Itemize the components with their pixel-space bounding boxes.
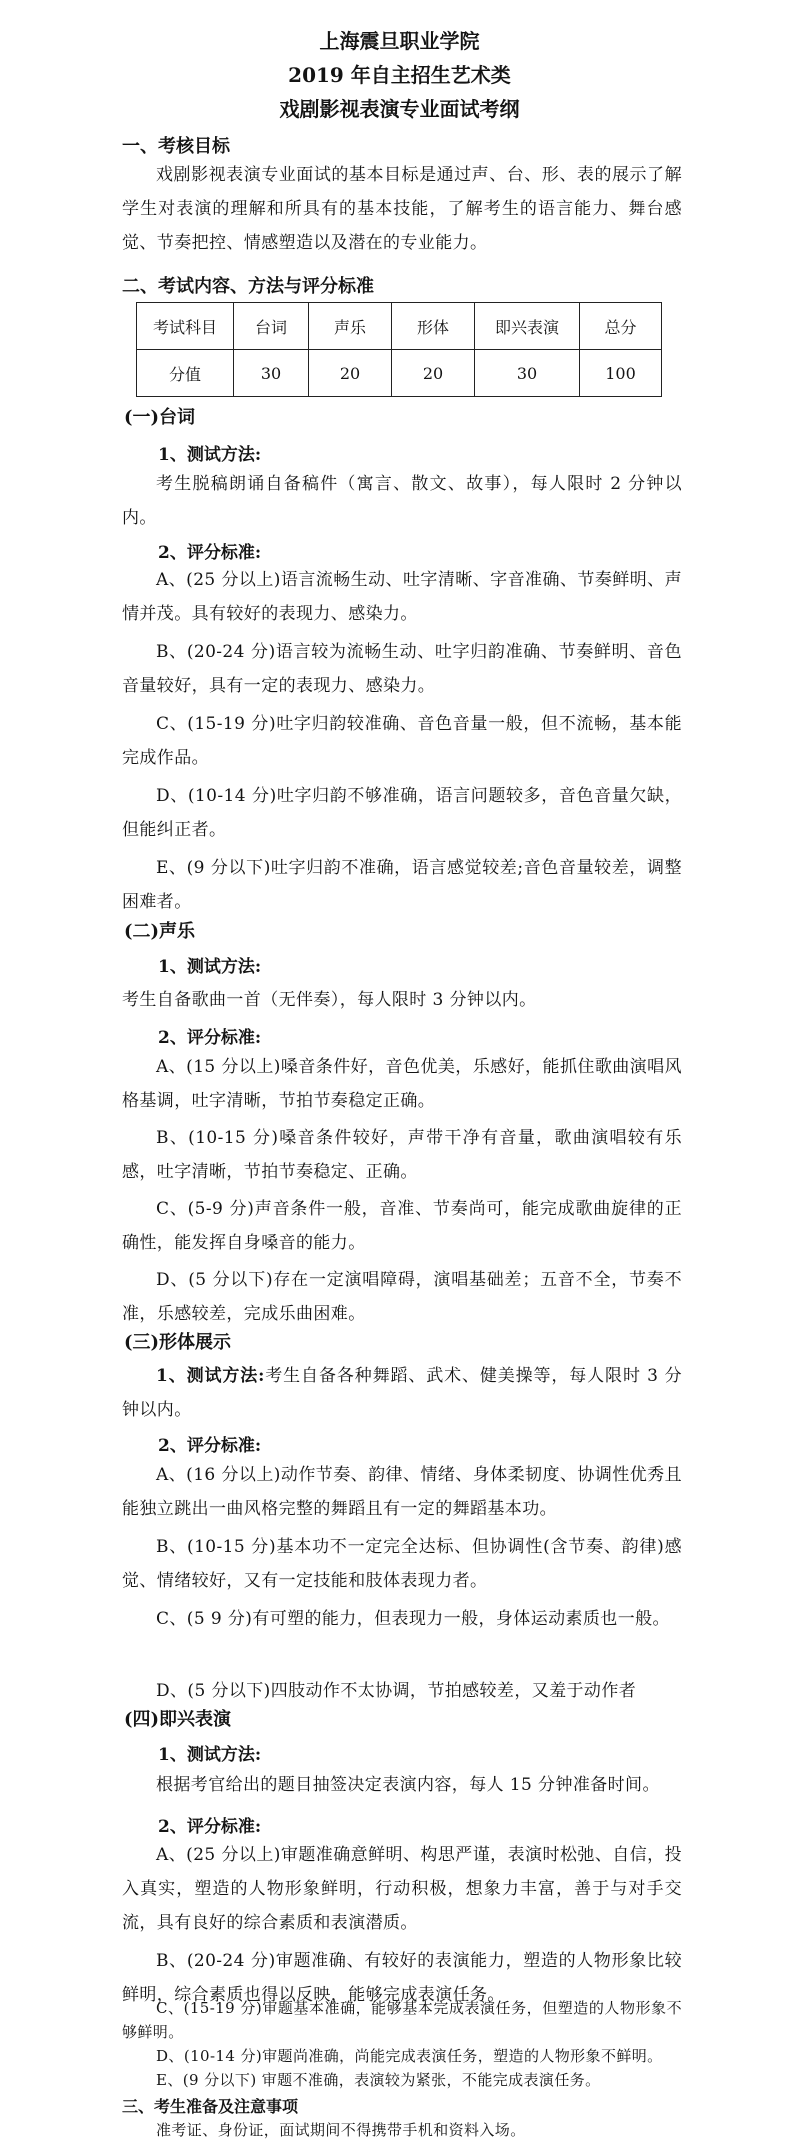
part-4-criterion-c: C、(15-19 分)审题基本准确，能够基本完成表演任务，但塑造的人物形象不够鲜明。 <box>122 1999 682 2041</box>
part-2-criterion-d: D、(5 分以下)存在一定演唱障碍，演唱基础差；五音不全，节奏不准，乐感较差，完成乐曲困难。 <box>122 1270 682 1324</box>
section-1-heading: 一、考核目标 <box>122 136 230 157</box>
section-3-heading: 三、考生准备及注意事项 <box>122 2097 299 2116</box>
section-2-heading: 二、考试内容、方法与评分标准 <box>122 276 374 297</box>
title-school: 上海震旦职业学院 <box>319 29 480 53</box>
part-3-method-body: 考生自备各种舞蹈、武术、健美操等，每人限时 3 分钟以内。 <box>122 1366 683 1420</box>
part-4-criterion-e: E、(9 分以下) 审题不准确，表演较为紧张，不能完成表演任务。 <box>156 2071 601 2089</box>
score-table-cell: 20 <box>392 350 475 397</box>
part-1-heading: (一)台词 <box>124 407 196 428</box>
part-4-criterion-b: B、(20-24 分)审题准确、有较好的表演能力，塑造的人物形象比较鲜明，综合素质也得以反映，能够完成表演任务。 <box>122 1951 682 2005</box>
part-4-criterion-a: A、(25 分以上)审题准确意鲜明、构思严谨，表演时松弛、自信，投入真实，塑造的人物形象鲜明，行动积极，想象力丰富，善于与对手交流，具有良好的综合素质和表演潜质。 <box>122 1845 682 1933</box>
score-table-header-cell: 总分 <box>580 303 662 350</box>
part-4-criteria-heading: 2、评分标准: <box>158 1817 262 1837</box>
part-3-criterion-c: C、(5 9 分)有可塑的能力，但表现力一般，身体运动素质也一般。 <box>156 1609 670 1629</box>
score-table-header-cell: 台词 <box>234 303 309 350</box>
part-3-criteria-heading: 2、评分标准: <box>158 1436 262 1456</box>
part-1-criteria-heading: 2、评分标准: <box>158 543 262 563</box>
score-table-header-row <box>137 303 662 350</box>
score-table-header-cell: 声乐 <box>309 303 392 350</box>
part-2-criterion-a: A、(15 分以上)嗓音条件好，音色优美，乐感好，能抓住歌曲演唱风格基调，吐字清晰，节拍节奏稳定正确。 <box>122 1057 682 1111</box>
part-2-criterion-b: B、(10-15 分)嗓音条件较好，声带干净有音量，歌曲演唱较有乐感，吐字清晰，节拍节奏稳定、正确。 <box>122 1128 682 1182</box>
score-table-cell: 30 <box>234 350 309 397</box>
part-3-method-heading: 1、测试方法: <box>156 1366 265 1386</box>
section-1-body: 戏剧影视表演专业面试的基本目标是通过声、台、形、表的展示了解学生对表演的理解和所具有的基本技能，了解考生的语言能力、舞台感觉、节奏把控、情感塑造以及潜在的专业能力。 <box>122 165 682 253</box>
part-1-method-body: 考生脱稿朗诵自备稿件（寓言、散文、故事），每人限时 2 分钟以内。 <box>122 474 682 528</box>
part-2-method-heading: 1、测试方法: <box>158 957 262 977</box>
score-table-value-row <box>137 350 662 397</box>
section-3-body: 准考证、身份证，面试期间不得携带手机和资料入场。 <box>156 2121 526 2139</box>
document-title <box>0 24 799 126</box>
score-table-cell: 30 <box>475 350 580 397</box>
part-2-method-body: 考生自备歌曲一首（无伴奏），每人限时 3 分钟以内。 <box>122 990 537 1010</box>
part-1-criterion-e: E、(9 分以下)吐字归韵不准确，语言感觉较差;音色音量较差，调整困难者。 <box>122 858 682 912</box>
part-1-criterion-c: C、(15-19 分)吐字归韵较准确、音色音量一般，但不流畅，基本能完成作品。 <box>122 714 682 768</box>
part-4-method-body: 根据考官给出的题目抽签决定表演内容，每人 15 分钟准备时间。 <box>156 1775 660 1795</box>
score-table-cell: 分值 <box>137 350 234 397</box>
score-table-header-cell: 形体 <box>392 303 475 350</box>
part-4-heading: (四)即兴表演 <box>124 1709 232 1730</box>
part-4-criterion-d: D、(10-14 分)审题尚准确，尚能完成表演任务，塑造的人物形象不鲜明。 <box>156 2047 663 2065</box>
part-3-method <box>122 1359 682 1427</box>
part-3-heading: (三)形体展示 <box>124 1332 232 1353</box>
part-1-criterion-a: A、(25 分以上)语言流畅生动、吐字清晰、字音准确、节奏鲜明、声情并茂。具有较好的表现力、感染力。 <box>122 570 682 624</box>
part-1-criterion-d: D、(10-14 分)吐字归韵不够准确，语言问题较多，音色音量欠缺，但能纠正者。 <box>122 786 682 840</box>
score-table-header-cell: 即兴表演 <box>475 303 580 350</box>
score-table <box>136 302 662 397</box>
score-table-cell: 20 <box>309 350 392 397</box>
part-3-criterion-b: B、(10-15 分)基本功不一定完全达标、但协调性(含节奏、韵律)感觉、情绪较好，又有一定技能和肢体表现力者。 <box>122 1537 682 1591</box>
title-subject: 戏剧影视表演专业面试考纲 <box>279 97 520 121</box>
part-1-criterion-b: B、(20-24 分)语言较为流畅生动、吐字归韵准确、节奏鲜明、音色音量较好，具有一定的表现力、感染力。 <box>122 642 682 696</box>
part-2-heading: (二)声乐 <box>124 921 196 942</box>
part-3-criterion-a: A、(16 分以上)动作节奏、韵律、情绪、身体柔韧度、协调性优秀且能独立跳出一曲风格完整的舞蹈且有一定的舞蹈基本功。 <box>122 1465 682 1519</box>
part-3-criterion-d: D、(5 分以下)四肢动作不太协调，节拍感较差，又羞于动作者 <box>156 1681 637 1701</box>
part-2-criterion-c: C、(5-9 分)声音条件一般，音准、节奏尚可，能完成歌曲旋律的正确性，能发挥自身嗓音的能力。 <box>122 1199 682 1253</box>
part-4-method-heading: 1、测试方法: <box>158 1745 262 1765</box>
part-1-method-heading: 1、测试方法: <box>158 445 262 465</box>
score-table-cell: 100 <box>580 350 662 397</box>
title-year: 2019 年自主招生艺术类 <box>288 63 511 87</box>
part-2-criteria-heading: 2、评分标准: <box>158 1028 262 1048</box>
score-table-header-cell: 考试科目 <box>137 303 234 350</box>
